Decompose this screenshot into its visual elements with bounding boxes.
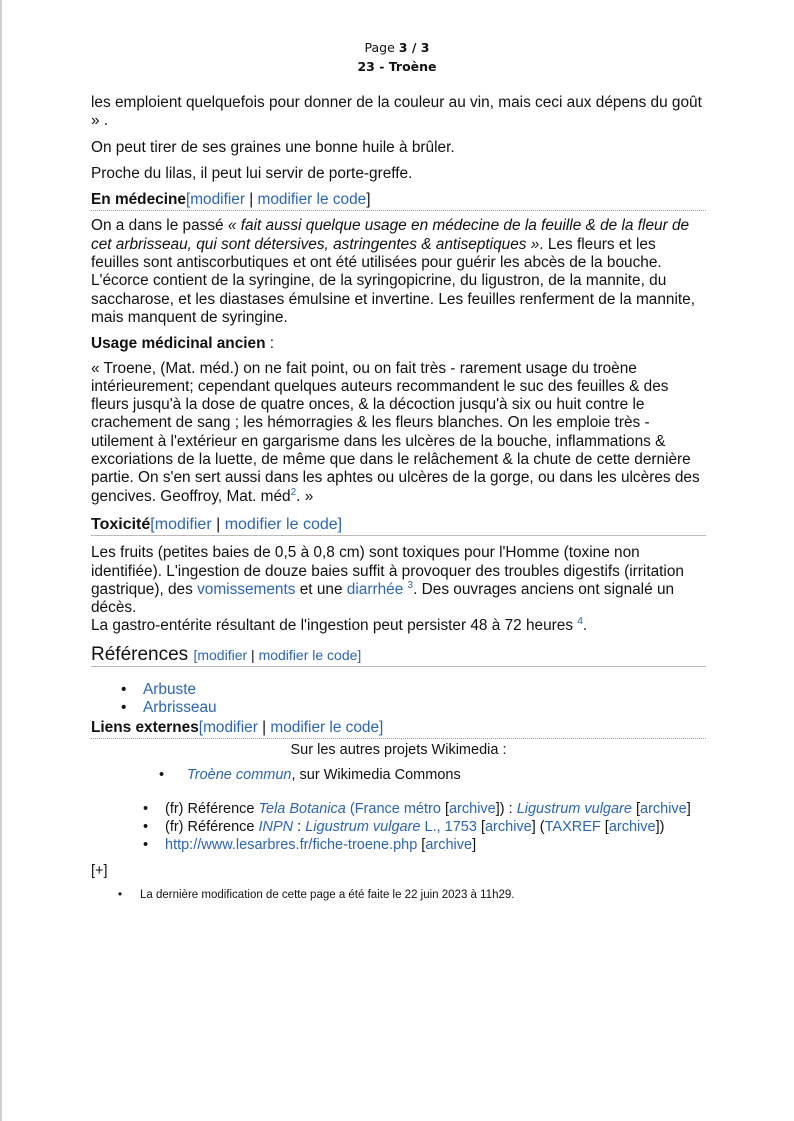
text: . » <box>296 487 314 505</box>
link-archive[interactable]: archive <box>448 800 496 817</box>
edit-link[interactable]: modifier <box>190 191 245 209</box>
list-item <box>187 766 706 784</box>
edit-link[interactable]: modifier <box>203 719 258 737</box>
edit-bracket: [ <box>185 191 191 209</box>
footnote-ref-4[interactable]: 4 <box>577 616 583 628</box>
text: [ <box>631 800 640 817</box>
colon: : <box>265 335 275 353</box>
page-number <box>0 38 794 57</box>
text: ] ( <box>531 818 545 835</box>
edit-separator: | <box>244 191 258 209</box>
document-title: 23 - Troène <box>357 59 437 74</box>
text: Les fruits (petites baies de 0,5 à 0,8 cm) sont toxiques pour l'Homme (toxine non identifiée). L'ingestion de douze baies suffit à provoquer des troubles digestifs (irritation gastrique), des <box>91 544 684 598</box>
text: [ <box>600 818 609 835</box>
edit-separator: | <box>211 515 225 533</box>
usage-paragraph <box>91 360 706 506</box>
usage-heading-text: Usage médicinal ancien <box>91 335 266 353</box>
text: ]) : <box>495 800 517 817</box>
text: « Troene, (Mat. méd.) on ne fait point, ou on fait très - rarement usage du troène intérieurement; cependant quelques auteurs recommandent le suc des feuilles & des fleurs jusqu'à la dose de quatre onces, & la décoction jusqu'à six ou huit contre le crachement de sang ; les hémorragies & les fleurs blanches. On les emploie très - utilement à l'extérieur en gargarisme dans les ulcères de la bouche, inflammations & excoriations de la luette, de même que dans le relâchement & la chute de cette dernière partie. On s'en sert aussi dans les aphtes ou ulcères de la gorge, ou dans les ulcères des gencives. Geoffroy, Mat. méd <box>91 359 700 505</box>
intro-paragraph-2: On peut tirer de ses graines une bonne huile à brûler. <box>91 138 455 156</box>
link-archive[interactable]: archive <box>640 800 687 817</box>
heading-text: Liens externes <box>91 719 199 737</box>
toxicite-paragraph <box>91 544 706 635</box>
edit-link[interactable]: modifier <box>197 646 248 663</box>
edit-code-link[interactable]: modifier le code <box>270 719 380 737</box>
text: ] <box>686 800 691 817</box>
last-modified: • La dernière modification de cette page a été faite le 22 juin 2023 à 11h29. <box>140 886 706 904</box>
link-inpn[interactable]: INPN <box>258 818 294 835</box>
medecine-paragraph <box>91 217 706 327</box>
edit-bracket: ] <box>366 191 371 209</box>
link-arbrisseau[interactable]: Arbrisseau <box>143 699 217 717</box>
usage-heading <box>91 335 706 353</box>
text: (fr) Référence <box>165 800 259 817</box>
article-content <box>91 94 706 904</box>
edit-link[interactable]: modifier <box>154 515 212 533</box>
edit-bracket: ] <box>337 515 343 533</box>
page-header <box>0 38 794 76</box>
text: [ <box>440 800 449 817</box>
text: [ <box>476 818 485 835</box>
link-vomissements[interactable]: vomissements <box>197 580 296 598</box>
heading-text: Références <box>91 643 189 665</box>
link-tela-botanica[interactable]: Tela Botanica <box>258 800 346 817</box>
text: (fr) Référence <box>165 818 259 835</box>
heading-text: Toxicité <box>91 515 151 533</box>
text: ] <box>472 836 477 853</box>
edit-code-link[interactable]: modifier le code <box>224 515 338 533</box>
link-archive[interactable]: archive <box>425 836 473 853</box>
text: [ <box>417 836 426 853</box>
section-heading-medecine <box>91 191 706 211</box>
text: La gastro-entérite résultant de l'ingestion peut persister 48 à 72 heures <box>91 617 578 635</box>
text: ]) <box>655 818 665 835</box>
section-heading-liens-externes <box>91 719 706 739</box>
wikimedia-list <box>187 766 706 784</box>
list-item <box>165 800 706 818</box>
footnote-ref-3[interactable]: 3 <box>407 579 414 591</box>
text: , sur Wikimedia Commons <box>291 766 461 783</box>
references-list <box>143 681 706 717</box>
link-linnaeus[interactable]: L., 1753 <box>420 818 477 835</box>
edit-bracket: [ <box>150 515 155 533</box>
edit-bracket: [ <box>198 719 204 737</box>
edit-code-link[interactable]: modifier le code <box>258 646 358 663</box>
text: ( <box>345 800 355 817</box>
scan-edge <box>0 0 2 1121</box>
expand-toggle[interactable]: [+] <box>91 862 108 879</box>
section-heading-references <box>91 643 706 667</box>
edit-bracket: [ <box>193 646 198 663</box>
text: : <box>293 818 306 835</box>
heading-text: En médecine <box>91 191 186 209</box>
link-ligustrum-vulgare[interactable]: Ligustrum vulgare <box>516 800 632 817</box>
page-prefix: Page <box>364 40 399 55</box>
text: . <box>582 617 588 635</box>
link-ligustrum-vulgare[interactable]: Ligustrum vulgare <box>305 818 421 835</box>
edit-code-link[interactable]: modifier le code <box>257 191 367 209</box>
quote: « fait aussi quelque usage en médecine de la feuille & de la fleur de cet arbrisseau, qui sont détersives, astringentes & antiseptiques » <box>91 217 690 253</box>
intro-paragraph-1: les emploient quelquefois pour donner de la couleur au vin, mais ceci aux dépens du goût » . <box>91 94 702 130</box>
text: . Des ouvrages anciens ont signalé un décès. <box>91 580 675 617</box>
link-arbuste[interactable]: Arbuste <box>143 681 197 699</box>
link-archive[interactable]: archive <box>608 818 656 835</box>
edit-separator: | <box>257 719 271 737</box>
footnote-ref-2[interactable]: 2 <box>290 486 297 498</box>
list-item <box>165 818 706 836</box>
text: et une <box>295 580 347 598</box>
wikimedia-title: Sur les autres projets Wikimedia : <box>290 742 507 759</box>
edit-bracket: ] <box>357 646 362 663</box>
link-france-metro[interactable]: France métro <box>354 800 441 817</box>
edit-separator: | <box>247 646 259 663</box>
text: . Les fleurs et les feuilles sont antiscorbutiques et ont été utilisées pour guérir les abcès de la bouche. L'écorce contient de la syringine, de la syringopicrine, du ligustron, de la mannite, du saccharose, et les diastases émulsine et invertine. Les feuilles renferment de la mannite, mais manquent de syringine. <box>91 235 695 326</box>
section-heading-toxicite <box>91 516 706 536</box>
list-item <box>165 836 706 854</box>
link-archive[interactable]: archive <box>484 818 532 835</box>
link-troene-commun[interactable]: Troène commun <box>187 766 292 783</box>
external-links-list <box>165 800 706 854</box>
intro-paragraph-3: Proche du lilas, il peut lui servir de porte-greffe. <box>91 164 413 182</box>
list-item <box>143 699 706 717</box>
page-num: 3 / 3 <box>398 40 430 55</box>
edit-bracket: ] <box>379 719 384 737</box>
link-lesarbres[interactable]: http://www.lesarbres.fr/fiche-troene.php <box>165 836 418 853</box>
link-diarrhee[interactable]: diarrhée <box>346 580 404 598</box>
link-taxref[interactable]: TAXREF <box>544 818 601 835</box>
list-item <box>143 681 706 699</box>
text: On a dans le passé <box>91 217 228 235</box>
